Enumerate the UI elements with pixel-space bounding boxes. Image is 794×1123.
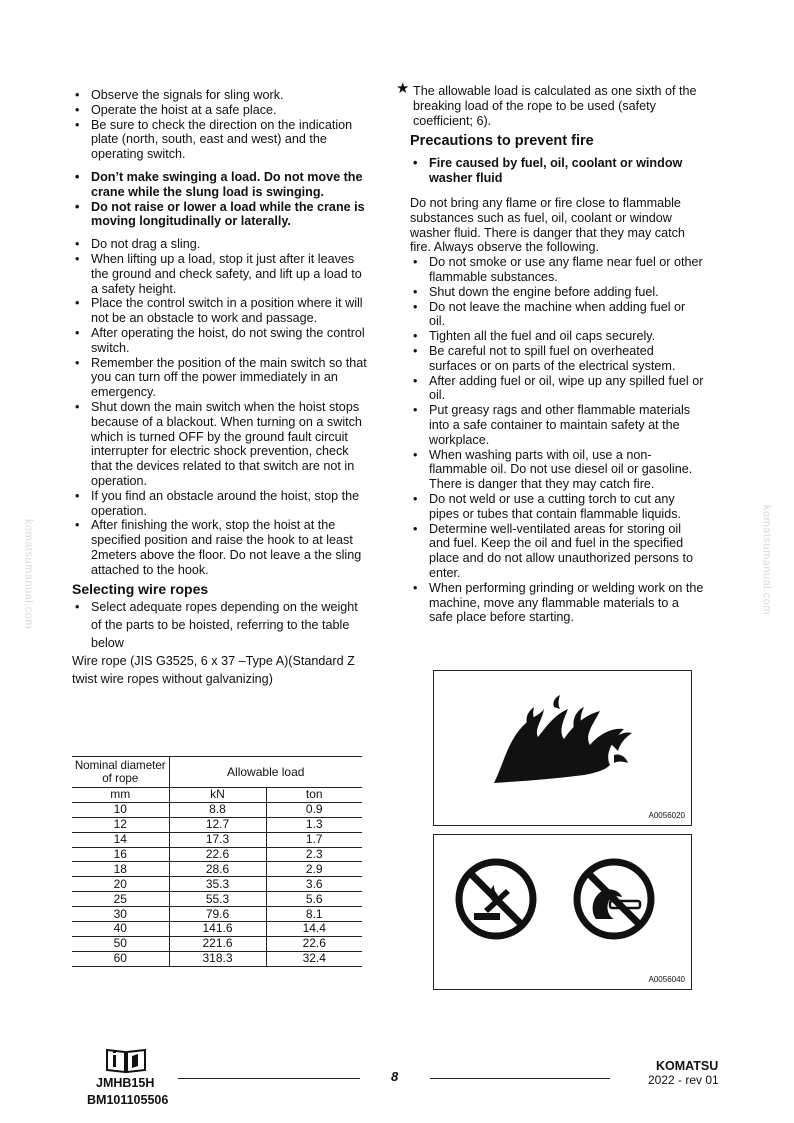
table-row [72, 832, 362, 847]
list-item: • Shut down the main switch when the hoist stops because of a blackout. When turning on a switch which is turned OFF by the ground fault circuit interrupter for electric shock prevention, check that the devices related to that switch are not in operation. [72, 400, 370, 489]
table-cell: 221.6 [169, 936, 266, 951]
table-row [72, 817, 362, 832]
table-cell: 55.3 [169, 892, 266, 907]
table-row [72, 922, 362, 937]
table-row [72, 936, 362, 951]
table-cell: 1.7 [266, 832, 362, 847]
list-item: • When performing grinding or welding work on the machine, move any flammable materials to a safe place before starting. [410, 581, 704, 625]
table-row [72, 802, 362, 817]
table-header-row [72, 757, 362, 788]
table-header-diameter: Nominal diameter of rope [72, 757, 169, 788]
table-cell: 28.6 [169, 862, 266, 877]
list-item: • Do not smoke or use any flame near fuel or other flammable substances. [410, 255, 704, 285]
table-cell: 5.6 [266, 892, 362, 907]
table-cell: 60 [72, 951, 169, 966]
page-number: 8 [391, 1069, 399, 1084]
unit-kn: kN [169, 788, 266, 803]
sling-work-list [72, 88, 370, 162]
fire-intro-paragraph: Do not bring any flame or fire close to flammable substances such as fuel, oil, coolant or window washer fluid. There is danger that they may catch fire. Always observe the following. [410, 195, 685, 255]
manual-book-icon [105, 1046, 147, 1074]
table-cell: 22.6 [266, 936, 362, 951]
table-row [72, 847, 362, 862]
fire-cause-subheading [396, 156, 704, 186]
list-item: • After operating the hoist, do not swing the control switch. [72, 326, 370, 356]
hoist-operation-list [72, 237, 370, 577]
list-item: • Be sure to check the direction on the indication plate (north, south, east and west) and the operating switch. [72, 118, 370, 162]
list-item: • Shut down the engine before adding fuel. [410, 285, 704, 300]
table-cell: 10 [72, 802, 169, 817]
list-item: • Fire caused by fuel, oil, coolant or window washer fluid [410, 156, 704, 186]
list-item: • If you find an obstacle around the hoist, stop the operation. [72, 489, 370, 519]
list-item: • After finishing the work, stop the hoist at the specified position and raise the hook to at least 2meters above the floor. Do not leave a the sling attached to the hook. [72, 518, 370, 577]
unit-ton: ton [266, 788, 362, 803]
safety-coefficient-note [396, 80, 704, 128]
list-item: • Put greasy rags and other flammable materials into a safe container to maintain safety at the workplace. [410, 403, 704, 447]
table-cell: 32.4 [266, 951, 362, 966]
list-item: • When washing parts with oil, use a non- flammable oil. Do not use diesel oil or gasoline. There is danger that they may catch fire. [410, 448, 704, 492]
figure-code: A0056020 [648, 811, 685, 820]
table-cell: 22.6 [169, 847, 266, 862]
figure-code: A0056040 [648, 975, 685, 984]
watermark-left: komatsumanual.com [22, 519, 35, 629]
table-cell: 8.8 [169, 802, 266, 817]
table-cell: 12 [72, 817, 169, 832]
table-cell: 2.9 [266, 862, 362, 877]
heading-precautions-fire: Precautions to prevent fire [410, 133, 594, 150]
table-cell: 25 [72, 892, 169, 907]
table-row [72, 907, 362, 922]
list-item: • Be careful not to spill fuel on overheated surfaces or on parts of the electrical system. [410, 344, 704, 374]
rope-selection-list [72, 598, 370, 652]
footer-divider-left [178, 1078, 360, 1079]
table-cell: 35.3 [169, 877, 266, 892]
table-cell: 16 [72, 847, 169, 862]
list-item: • Determine well-ventilated areas for storing oil and fuel. Keep the oil and fuel in the specified place and do not allow unauthorized persons to enter. [410, 522, 704, 581]
table-unit-row [72, 788, 362, 803]
unit-mm: mm [72, 788, 169, 803]
list-item: • When lifting up a load, stop it just after it leaves the ground and check safety, and lift up a load to a safety height. [72, 252, 370, 296]
table-cell: 8.1 [266, 907, 362, 922]
list-item: • Place the control switch in a position where it will not be an obstacle to work and passage. [72, 296, 370, 326]
right-column [396, 80, 704, 625]
table-cell: 50 [72, 936, 169, 951]
table-cell: 318.3 [169, 951, 266, 966]
table-cell: 12.7 [169, 817, 266, 832]
table-cell: 1.3 [266, 817, 362, 832]
no-fire-sign-figure [433, 834, 692, 990]
table-cell: 0.9 [266, 802, 362, 817]
manual-code: JMHB15H [96, 1076, 155, 1090]
left-column [72, 88, 370, 688]
wire-rope-spec: Wire rope (JIS G3525, 6 x 37 –Type A)(Standard Z twist wire ropes without galvanizing) [72, 653, 355, 686]
table-cell: 14.4 [266, 922, 362, 937]
fire-precautions-list [396, 255, 704, 625]
flame-icon [434, 671, 690, 824]
prohibition-signs [434, 835, 690, 988]
heading-selecting-wire-ropes: Selecting wire ropes [72, 580, 209, 597]
table-cell: 40 [72, 922, 169, 937]
table-cell: 3.6 [266, 877, 362, 892]
list-item: • Do not leave the machine when adding fuel or oil. [410, 300, 704, 330]
table-cell: 17.3 [169, 832, 266, 847]
list-item: • Remember the position of the main switch so that you can turn off the power immediately in an emergency. [72, 356, 370, 400]
table-cell: 18 [72, 862, 169, 877]
list-item: • Don’t make swinging a load. Do not move the crane while the slung load is swinging. [72, 170, 370, 200]
table-cell: 20 [72, 877, 169, 892]
table-cell: 14 [72, 832, 169, 847]
table-cell: 2.3 [266, 847, 362, 862]
watermark-right: komatsumanual.com [760, 505, 773, 615]
list-item: • Observe the signals for sling work. [72, 88, 370, 103]
revision-label: 2022 - rev 01 [648, 1073, 719, 1087]
table-row [72, 862, 362, 877]
list-item: • Do not drag a sling. [72, 237, 370, 252]
warning-list [72, 170, 370, 229]
list-item: • After adding fuel or oil, wipe up any spilled fuel or oil. [410, 374, 704, 404]
list-item: • Do not weld or use a cutting torch to cut any pipes or tubes that contain flammable liquids. [410, 492, 704, 522]
document-number: BM101105506 [87, 1093, 169, 1107]
footer-divider-right [430, 1078, 610, 1079]
list-item: • Do not raise or lower a load while the crane is moving longitudinally or laterally. [72, 200, 370, 230]
table-cell: 30 [72, 907, 169, 922]
brand-name: KOMATSU [656, 1059, 719, 1073]
table-row [72, 892, 362, 907]
table-row [72, 951, 362, 966]
list-item: • Select adequate ropes depending on the weight of the parts to be hoisted, referring to the table below [72, 598, 370, 652]
star-icon: ★ [396, 80, 410, 97]
table-header-allowable-load: Allowable load [169, 757, 362, 788]
list-item: • Tighten all the fuel and oil caps securely. [410, 329, 704, 344]
list-item: • Operate the hoist at a safe place. [72, 103, 370, 118]
table-cell: 79.6 [169, 907, 266, 922]
table-row [72, 877, 362, 892]
table-cell: 141.6 [169, 922, 266, 937]
note-text: The allowable load is calculated as one sixth of the breaking load of the rope to be used (safety coefficient; 6). [413, 84, 697, 128]
no-smoking-icon [577, 862, 651, 936]
no-open-flame-icon [459, 862, 533, 936]
allowable-load-table [72, 756, 362, 967]
flammable-warning-figure [433, 670, 692, 826]
